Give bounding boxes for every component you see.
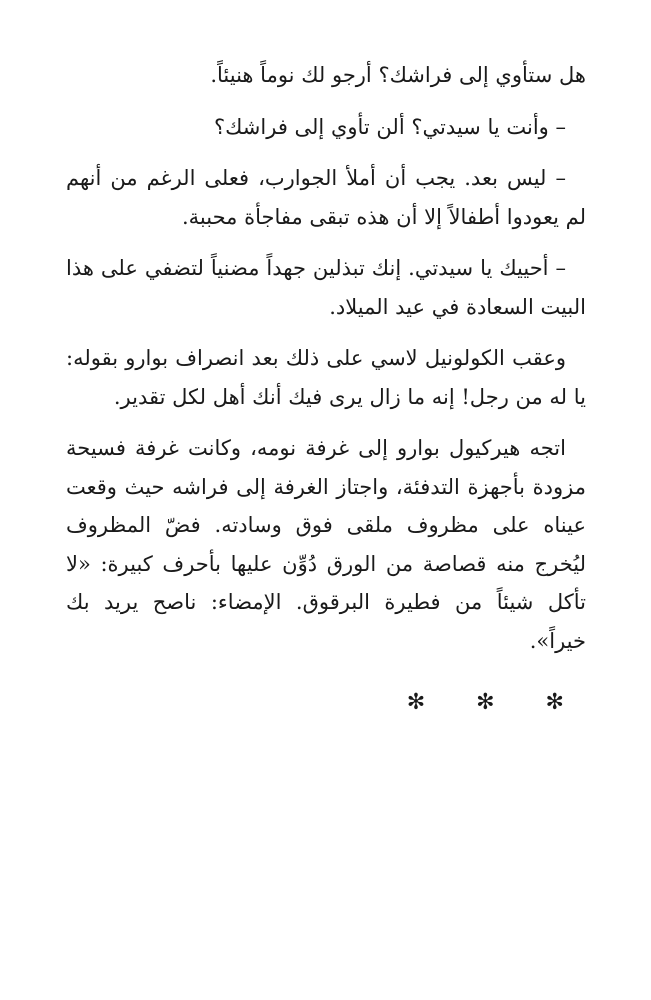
section-separator: ✻ ✻ ✻ bbox=[406, 690, 586, 715]
paragraph-1: هل ستأوي إلى فراشك؟ أرجو لك نوماً هنيئاً. bbox=[210, 63, 586, 87]
book-page bbox=[66, 56, 586, 723]
paragraph-4: – أحييك يا سيدتي. إنك تبذلين جهداً مضنياً لتضفي على هذا البيت السعادة في عيد الميلاد. bbox=[66, 256, 586, 319]
paragraph-6: اتجه هيركيول بوارو إلى غرفة نومه، وكانت غرفة فسيحة مزودة بأجهزة التدفئة، واجتاز الغرفة إلى فراشه حيث وقعت عيناه على مظروف ملقى فوق وسادته. فضّ المظروف ليُخرج منه قصاصة من الورق دُوِّن عليها بأحرف كبيرة: «لا تأكل شيئاً من فطيرة البرقوق. الإمضاء: ناصح يريد بك خيراً». bbox=[66, 436, 586, 653]
paragraph-2: – وأنت يا سيدتي؟ ألن تأوي إلى فراشك؟ bbox=[213, 114, 566, 139]
paragraph-5: وعقب الكولونيل لاسي على ذلك بعد انصراف بوارو بقوله: يا له من رجل! إنه ما زال يرى فيك أنك أهل لكل تقدير. bbox=[66, 346, 586, 409]
paragraph-3: – ليس بعد. يجب أن أملأ الجوارب، فعلى الرغم من أنهم لم يعودوا أطفالاً إلا أن هذه تبقى مفاجأة محببة. bbox=[66, 166, 586, 229]
